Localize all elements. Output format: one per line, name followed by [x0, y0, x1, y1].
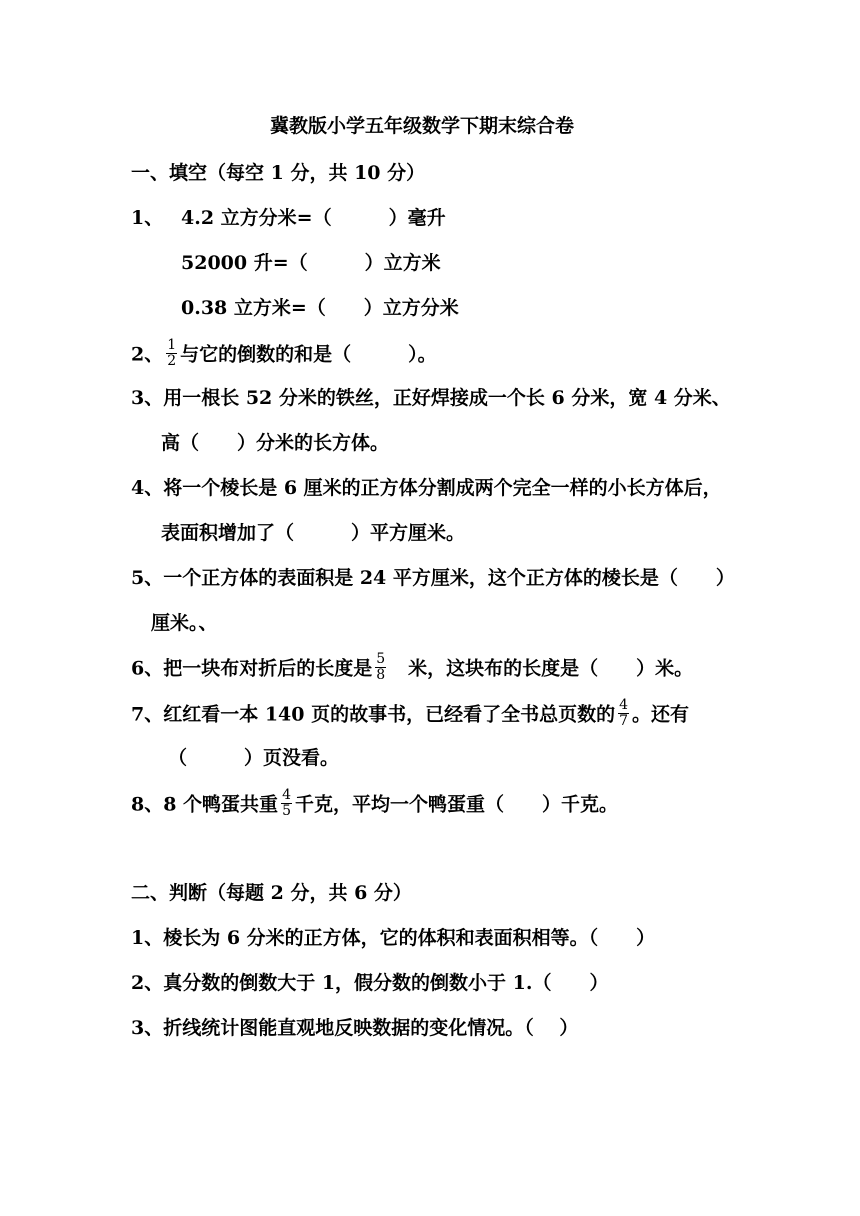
question-8 [131, 787, 618, 821]
question-7a [131, 697, 690, 731]
question-2 [131, 337, 437, 371]
question-8-prefix: 8、8 个鸭蛋共重 [131, 793, 279, 816]
fraction-denominator: 8 [376, 667, 386, 683]
question-3b: 高（ ）分米的长方体。 [161, 432, 390, 454]
page-title: 冀教版小学五年级数学下期末综合卷 [270, 115, 575, 137]
fraction-four-fifths [281, 788, 292, 819]
section2-heading: 二、判断（每题 2 分，共 6 分） [131, 882, 412, 904]
fraction-numerator: 5 [376, 651, 386, 667]
fraction-numerator: 1 [167, 337, 177, 353]
question-7-text: 。还有 [632, 703, 690, 726]
question-1-number: 1、 [131, 207, 164, 229]
question-8-text: 千克，平均一个鸭蛋重（ ）千克。 [294, 793, 618, 816]
fraction-four-sevenths [618, 698, 629, 729]
question-7b: （ ）页没看。 [168, 747, 340, 769]
fraction-denominator: 2 [167, 353, 177, 369]
fraction-five-eighths [375, 652, 386, 683]
fraction-denominator: 7 [619, 713, 629, 729]
question-3a: 3、用一根长 52 分米的铁丝，正好焊接成一个长 6 分米，宽 4 分米、 [131, 387, 731, 409]
fraction-numerator: 4 [282, 787, 291, 803]
question-2-prefix: 2、 [131, 343, 164, 366]
question-5a: 5、一个正方体的表面积是 24 平方厘米，这个正方体的棱长是（ ） [131, 567, 735, 589]
section1-heading: 一、填空（每空 1 分，共 10 分） [131, 162, 426, 184]
fraction-numerator: 4 [619, 697, 629, 713]
judge-question-2: 2、真分数的倒数大于 1，假分数的倒数小于 1.（ ） [131, 972, 609, 994]
question-6-text: 米，这块布的长度是（ ）米。 [389, 657, 694, 680]
judge-question-3: 3、折线统计图能直观地反映数据的变化情况。（ ） [131, 1017, 579, 1039]
question-4b: 表面积增加了（ ）平方厘米。 [161, 522, 466, 544]
question-6 [131, 651, 694, 685]
question-5b: 厘米。、 [151, 612, 218, 634]
question-6-prefix: 6、把一块布对折后的长度是 [131, 657, 373, 680]
question-1b: 52000 升=（ ）立方米 [181, 252, 441, 274]
question-2-text: 与它的倒数的和是（ ）。 [180, 343, 437, 366]
question-4a: 4、将一个棱长是 6 厘米的正方体分割成两个完全一样的小长方体后， [131, 477, 722, 499]
judge-question-1: 1、棱长为 6 分米的正方体，它的体积和表面积相等。（ ） [131, 927, 656, 949]
fraction-denominator: 5 [282, 803, 291, 819]
question-1a: 4.2 立方分米=（ ）毫升 [181, 207, 446, 229]
fraction-one-half [166, 338, 177, 369]
question-7-prefix: 7、红红看一本 140 页的故事书，已经看了全书总页数的 [131, 703, 616, 726]
question-1c: 0.38 立方米=（ ）立方分米 [181, 297, 459, 319]
